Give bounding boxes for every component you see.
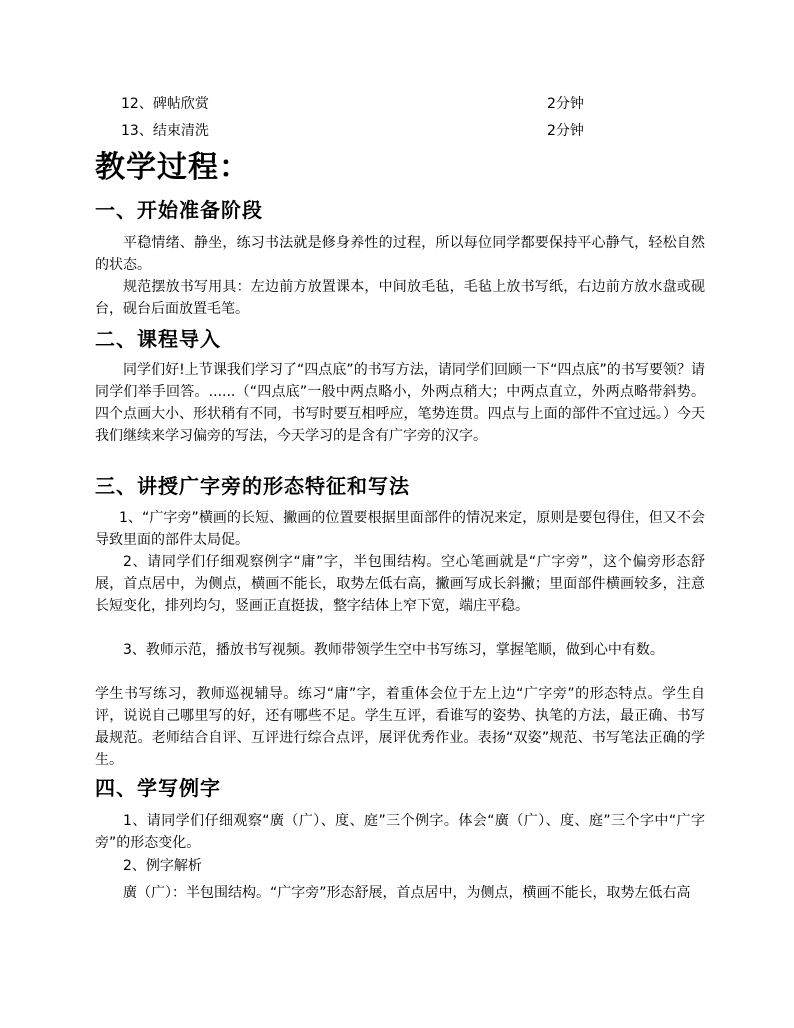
- section-heading-3: 三、讲授广字旁的形态特征和写法: [95, 474, 410, 498]
- paragraph: 2、请同学们仔细观察例字“庸”字，半包围结构。空心笔画就是“广字旁”，这个偏旁形态舒展，首点居中，为侧点，横画不能长，取势左低右高，撇画写成长斜撇；里面部件横画较多，注意长短变化，排列均匀，竖画正直挺拔，整字结体上窄下宽，端庄平稳。: [95, 554, 705, 614]
- schedule-time-12: 2分钟: [547, 96, 584, 112]
- paragraph: 1、请同学们仔细观察“廣（广）、度、庭”三个例字。体会“廣（广）、度、庭”三个字中“广字旁”的形态变化。: [95, 813, 705, 851]
- schedule-item-13: 13、结束清洗: [121, 123, 209, 139]
- paragraph: 3、教师示范，播放书写视频。教师带领学生空中书写练习，掌握笔顺，做到心中有数。: [123, 642, 664, 658]
- paragraph: 规范摆放书写用具：左边前方放置课本，中间放毛毡，毛毡上放书写纸，右边前方放水盘或砚台，砚台后面放置毛笔。: [95, 279, 705, 317]
- section-heading-4: 四、学写例字: [95, 776, 221, 800]
- paragraph: 平稳情绪、静坐，练习书法就是修身养性的过程，所以每位同学都要保持平心静气，轻松自然的状态。: [95, 235, 705, 273]
- page-title: 教学过程：: [95, 150, 250, 185]
- section-heading-1: 一、开始准备阶段: [95, 198, 263, 222]
- section-heading-2: 二、课程导入: [95, 327, 221, 351]
- paragraph: 学生书写练习，教师巡视辅导。练习“庸”字，着重体会位于左上边“广字旁”的形态特点。学生自评，说说自己哪里写的好，还有哪些不足。学生互评，看谁写的姿势、执笔的方法，最正确、书写最规范。老师结合自评、互评进行综合点评，展评优秀作业。表扬“双姿”规范、书写笔法正确的学生。: [95, 686, 705, 768]
- paragraph: 廣（广）：半包围结构。“广字旁”形态舒展，首点居中，为侧点，横画不能长，取势左低右高: [123, 885, 691, 901]
- paragraph: 同学们好!上节课我们学习了“四点底”的书写方法，请同学们回顾一下“四点底”的书写要领？请同学们举手回答。......（“四点底”一般中两点略小，外两点稍大；中两点直立，外两点略带斜势。四个点画大小、形状稍有不同，书写时要互相呼应，笔势连贯。四点与上面的部件不宜过远。）今天我们继续来学习偏旁的写法，今天学习的是含有广字旁的汉字。: [95, 362, 705, 444]
- schedule-time-13: 2分钟: [547, 123, 584, 139]
- schedule-item-12: 12、碑帖欣赏: [121, 96, 209, 112]
- paragraph: 2、例字解析: [123, 858, 202, 874]
- paragraph: 1、“广字旁”横画的长短、撇画的位置要根据里面部件的情况来定，原则是要包得住，但又不会导致里面的部件太局促。: [95, 510, 705, 548]
